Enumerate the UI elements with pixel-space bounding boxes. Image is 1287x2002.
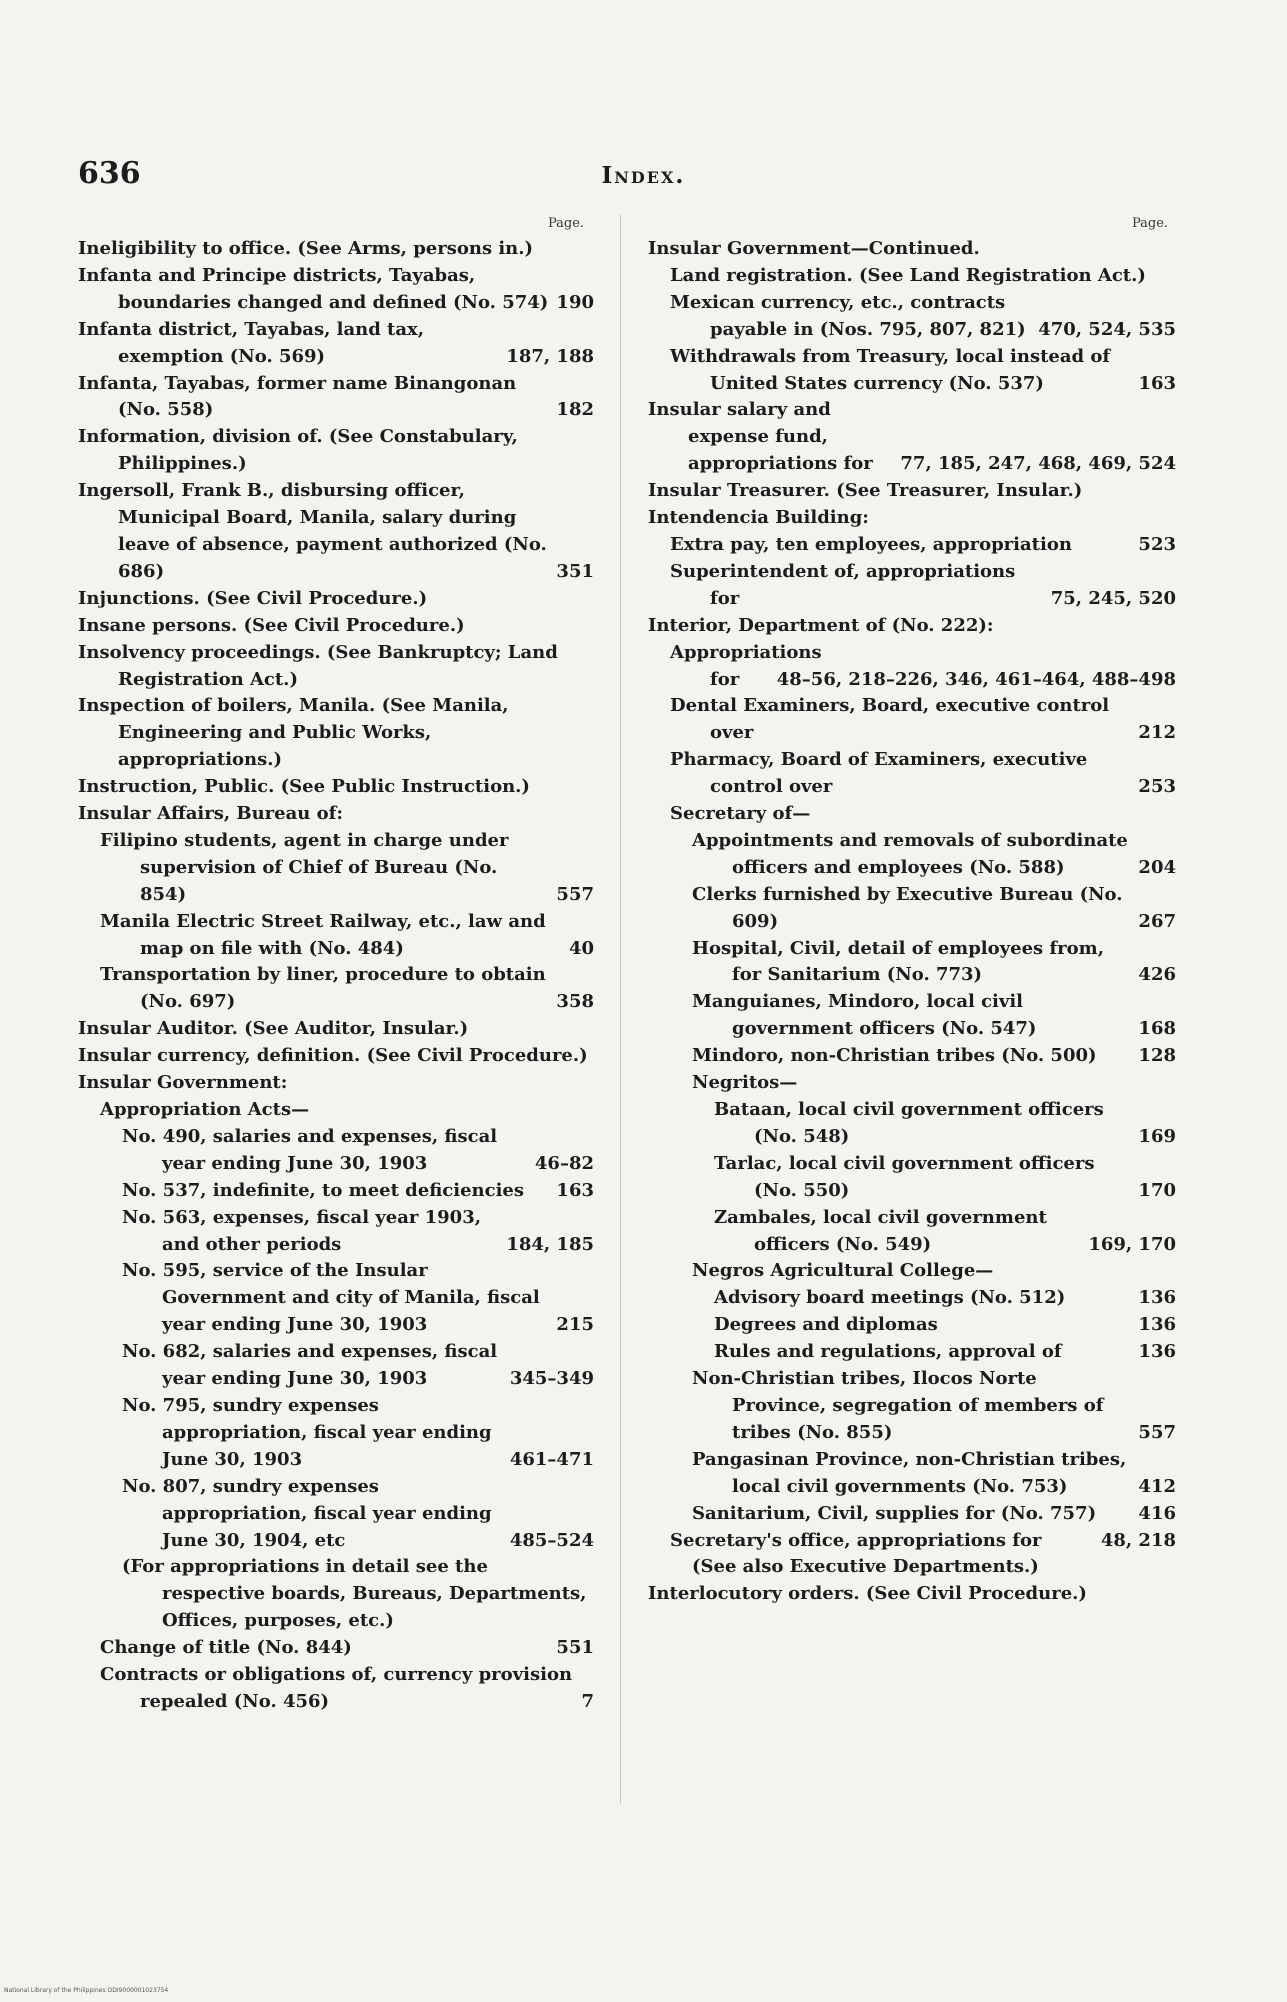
- index-entry: [692, 1258, 1176, 1285]
- index-entry: [692, 1447, 1176, 1501]
- index-entry-page: 190: [556, 291, 594, 313]
- index-entry-page: 128: [1138, 1045, 1176, 1067]
- index-entry-page: 169: [1138, 1125, 1176, 1147]
- index-entry-page: 426: [1138, 964, 1176, 986]
- index-entry: [670, 344, 1176, 398]
- index-entry-text: Manila Electric Street Railway, etc., law and map on file with (No. 484): [100, 910, 546, 959]
- index-entry: [78, 586, 594, 613]
- index-entry-page: 212: [1138, 722, 1176, 744]
- index-entry-text: No. 682, salaries and expenses, fiscal year ending June 30, 1903: [122, 1341, 498, 1390]
- index-entry-text: Infanta and Principe districts, Tayabas, boundaries changed and defined (No. 574): [78, 264, 549, 313]
- index-entry-text: No. 807, sundry expenses appropriation, fiscal year ending June 30, 1904, etc: [122, 1475, 492, 1551]
- index-entry-page: 40: [568, 937, 594, 959]
- index-entry: [78, 371, 594, 425]
- index-entry-page: 470, 524, 535: [1038, 318, 1176, 340]
- index-entry: [78, 1016, 594, 1043]
- index-entry-page: 77, 185, 247, 468, 469, 524: [900, 453, 1176, 475]
- index-entry-text: Superintendent of, appropriations for: [670, 560, 1016, 609]
- index-entry-page: 168: [1138, 1018, 1176, 1040]
- index-entry-text: Inspection of boilers, Manila. (See Manila, Engineering and Public Works, appropriations.): [78, 695, 509, 771]
- index-entry: [648, 397, 1176, 478]
- index-entry-text: Rules and regulations, approval of: [714, 1341, 1062, 1363]
- index-entry-page: 169, 170: [1088, 1233, 1176, 1255]
- index-entry: [670, 263, 1176, 290]
- index-entry-page: 48, 218: [1100, 1529, 1176, 1551]
- index-entry: [122, 1124, 594, 1178]
- index-entry-text: Bataan, local civil government officers (No. 548): [714, 1099, 1104, 1147]
- index-entry-text: Filipino students, agent in charge under supervision of Chief of Bureau (No. 854): [100, 829, 509, 905]
- index-entry: [670, 532, 1176, 559]
- index-entry: [100, 962, 594, 1016]
- index-entry-text: Extra pay, ten employees, appropriation: [670, 533, 1072, 555]
- index-entry: [78, 693, 594, 774]
- index-entry: [670, 801, 1176, 828]
- index-entry-page: 253: [1138, 776, 1176, 798]
- index-entry-page: 345–349: [509, 1368, 594, 1390]
- index-entry-text: Dental Examiners, Board, executive control over: [670, 695, 1110, 744]
- index-entry-text: Instruction, Public. (See Public Instruction.): [78, 776, 530, 798]
- index-entry-text: Insular Treasurer. (See Treasurer, Insular.): [648, 480, 1083, 502]
- index-entry: [670, 1528, 1176, 1555]
- index-entry: [692, 828, 1176, 882]
- index-entry: [714, 1151, 1176, 1205]
- index-entry: [78, 424, 594, 478]
- index-entry-text: Withdrawals from Treasury, local instead of United States currency (No. 537): [670, 345, 1111, 394]
- index-entry: [714, 1339, 1176, 1366]
- index-entry-text: Negros Agricultural College—: [692, 1260, 994, 1282]
- index-entry-text: Insular salary and expense fund, appropriations for: [648, 399, 873, 475]
- index-entry: [714, 1205, 1176, 1259]
- index-entry: [122, 1258, 594, 1339]
- index-entry: [670, 640, 1176, 694]
- index-entry: [648, 1581, 1176, 1608]
- index-entry-text: Interior, Department of (No. 222):: [648, 614, 994, 636]
- index-entry-text: Insular Auditor. (See Auditor, Insular.): [78, 1018, 469, 1040]
- index-entry: [100, 909, 594, 963]
- index-entry-page: 267: [1138, 910, 1176, 932]
- index-entry-page: 170: [1138, 1179, 1176, 1201]
- index-entry-text: Secretary of—: [670, 803, 811, 825]
- index-entry-page: 75, 245, 520: [1050, 587, 1176, 609]
- index-entry: [78, 1043, 594, 1070]
- index-entry-page: 184, 185: [506, 1233, 594, 1255]
- index-entry-text: Tarlac, local civil government officers (No. 550): [714, 1152, 1095, 1201]
- index-entry: [692, 1043, 1176, 1070]
- index-entry: [78, 317, 594, 371]
- index-entry-text: Intendencia Building:: [648, 507, 869, 529]
- index-entry-text: Appropriation Acts—: [100, 1099, 310, 1120]
- index-entry-text: Ingersoll, Frank B., disbursing officer, Municipal Board, Manila, salary during leave of absence, payment authorized (No. 686): [78, 480, 547, 582]
- index-entry-text: No. 490, salaries and expenses, fiscal year ending June 30, 1903: [122, 1125, 498, 1174]
- index-entry-text: Negritos—: [692, 1072, 798, 1094]
- index-entry-text: Transportation by liner, procedure to obtain (No. 697): [100, 964, 546, 1013]
- index-entry: [100, 1097, 594, 1124]
- index-entry: [670, 693, 1176, 747]
- index-entry: [692, 882, 1176, 936]
- index-entry-text: Hospital, Civil, detail of employees from, for Sanitarium (No. 773): [692, 937, 1104, 986]
- index-entry-text: Insular Government:: [78, 1072, 288, 1094]
- index-entry-text: Change of title (No. 844): [100, 1637, 352, 1659]
- index-entry: [692, 1554, 1176, 1581]
- index-entry-text: Insular Government—Continued.: [648, 238, 980, 259]
- index-entry-text: Insane persons. (See Civil Procedure.): [78, 614, 465, 636]
- index-entry: [714, 1312, 1176, 1339]
- index-entry-page: 187, 188: [506, 345, 594, 367]
- index-entry: [122, 1554, 594, 1635]
- index-entry-page: 557: [556, 883, 594, 905]
- index-entry: [122, 1339, 594, 1393]
- left-page-column-label: Page.: [548, 216, 585, 231]
- index-column-left: [78, 236, 594, 1716]
- index-entry-page: 7: [581, 1690, 594, 1712]
- page-number: 636: [78, 156, 141, 191]
- index-entry: [692, 1501, 1176, 1528]
- index-entry-page: 163: [556, 1179, 594, 1201]
- index-entry: [122, 1393, 594, 1474]
- index-entry: [648, 478, 1176, 505]
- index-entry-text: No. 537, indefinite, to meet deficiencies: [122, 1179, 525, 1201]
- index-entry: [714, 1097, 1176, 1151]
- index-entry-text: No. 595, service of the Insular Government and city of Manila, fiscal year ending June 30, 1903: [122, 1260, 540, 1336]
- index-entry: [648, 613, 1176, 640]
- index-entry: [100, 828, 594, 909]
- index-entry-text: No. 563, expenses, fiscal year 1903, and other periods: [122, 1206, 481, 1255]
- index-entry-page: 163: [1138, 372, 1176, 394]
- index-entry-page: 412: [1138, 1475, 1176, 1497]
- index-entry-text: (For appropriations in detail see the respective boards, Bureaus, Departments, Offices, purposes, etc.): [122, 1556, 587, 1632]
- scan-footer-note: National Library of the Philippines ODI9000001023754: [4, 1987, 169, 1994]
- index-entry-page: 551: [556, 1637, 594, 1659]
- index-entry-page: 136: [1138, 1341, 1176, 1363]
- index-entry-page: 204: [1138, 856, 1176, 878]
- index-entry-page: 46–82: [534, 1152, 594, 1174]
- index-entry-text: No. 795, sundry expenses appropriation, fiscal year ending June 30, 1903: [122, 1394, 492, 1470]
- index-entry: [122, 1205, 594, 1259]
- index-entry-text: Sanitarium, Civil, supplies for (No. 757): [692, 1502, 1097, 1524]
- index-entry-text: Appointments and removals of subordinate officers and employees (No. 588): [692, 829, 1128, 878]
- index-entry-page: 557: [1138, 1421, 1176, 1443]
- index-entry-text: Zambales, local civil government officers (No. 549): [714, 1206, 1047, 1255]
- index-entry-text: Land registration. (See Land Registration Act.): [670, 264, 1146, 286]
- index-entry-page: 461–471: [509, 1448, 594, 1470]
- index-entry: [100, 1635, 594, 1662]
- index-entry: [648, 236, 1176, 263]
- index-entry-text: Injunctions. (See Civil Procedure.): [78, 587, 428, 609]
- index-entry-text: Insular currency, definition. (See Civil Procedure.): [78, 1045, 588, 1067]
- index-entry-text: Manguianes, Mindoro, local civil government officers (No. 547): [692, 991, 1037, 1040]
- index-entry-text: Secretary's office, appropriations for: [670, 1529, 1042, 1551]
- index-entry: [670, 559, 1176, 613]
- index-entry: [78, 263, 594, 317]
- index-entry: [78, 640, 594, 694]
- index-entry: [670, 290, 1176, 344]
- index-entry-text: Information, division of. (See Constabulary, Philippines.): [78, 426, 518, 475]
- index-entry-page: 215: [556, 1314, 594, 1336]
- index-entry-text: Contracts or obligations of, currency provision repealed (No. 456): [100, 1664, 573, 1712]
- index-entry-text: Appropriations for: [670, 641, 822, 690]
- column-divider: [620, 214, 621, 1804]
- index-entry: [78, 801, 594, 828]
- index-entry-text: Pangasinan Province, non-Christian tribes, local civil governments (No. 753): [692, 1448, 1127, 1497]
- index-entry: [648, 505, 1176, 532]
- index-entry-page: 416: [1138, 1502, 1176, 1524]
- index-entry: [78, 1070, 594, 1097]
- index-entry-text: Insular Affairs, Bureau of:: [78, 803, 344, 825]
- page-header: [0, 156, 1287, 196]
- index-entry-text: Degrees and diplomas: [714, 1314, 938, 1336]
- index-entry-text: Interlocutory orders. (See Civil Procedure.): [648, 1583, 1087, 1605]
- index-entry: [78, 236, 594, 263]
- index-entry: [692, 989, 1176, 1043]
- index-entry-text: Non-Christian tribes, Ilocos Norte Province, segregation of members of tribes (No. 855): [692, 1368, 1104, 1443]
- index-entry-page: 182: [556, 399, 594, 421]
- index-entry: [100, 1662, 594, 1716]
- page-title: Index.: [601, 162, 686, 189]
- index-entry-page: 136: [1138, 1314, 1176, 1336]
- index-column-right: [648, 236, 1176, 1608]
- index-entry: [122, 1474, 594, 1555]
- index-entry-page: 358: [556, 991, 594, 1013]
- index-entry-text: Advisory board meetings (No. 512): [714, 1287, 1066, 1309]
- index-entry-page: 136: [1138, 1287, 1176, 1309]
- index-entry: [692, 936, 1176, 990]
- index-entry: [692, 1366, 1176, 1447]
- index-entry-page: 485–524: [509, 1529, 594, 1551]
- index-entry-page: 523: [1138, 533, 1176, 555]
- index-entry-text: Mexican currency, etc., contracts payable in (Nos. 795, 807, 821): [670, 291, 1026, 340]
- index-entry: [78, 613, 594, 640]
- index-entry: [78, 478, 594, 586]
- index-entry-text: Infanta district, Tayabas, land tax, exemption (No. 569): [78, 318, 425, 367]
- index-entry: [122, 1178, 594, 1205]
- index-entry-page: 351: [556, 560, 594, 582]
- index-entry-text: Clerks furnished by Executive Bureau (No. 609): [692, 883, 1123, 932]
- right-page-column-label: Page.: [1132, 216, 1169, 231]
- index-entry-text: (See also Executive Departments.): [692, 1556, 1039, 1578]
- index-entry-text: Pharmacy, Board of Examiners, executive control over: [670, 749, 1088, 798]
- index-entry: [78, 774, 594, 801]
- index-entry-text: Ineligibility to office. (See Arms, persons in.): [78, 238, 534, 259]
- index-entry: [692, 1070, 1176, 1097]
- index-entry-text: Mindoro, non-Christian tribes (No. 500): [692, 1045, 1097, 1067]
- index-entry-text: Infanta, Tayabas, former name Binangonan (No. 558): [78, 372, 517, 421]
- index-entry-page: 48–56, 218–226, 346, 461–464, 488–498: [776, 668, 1176, 690]
- index-entry-text: Insolvency proceedings. (See Bankruptcy; Land Registration Act.): [78, 641, 558, 690]
- index-entry: [670, 747, 1176, 801]
- index-entry: [714, 1285, 1176, 1312]
